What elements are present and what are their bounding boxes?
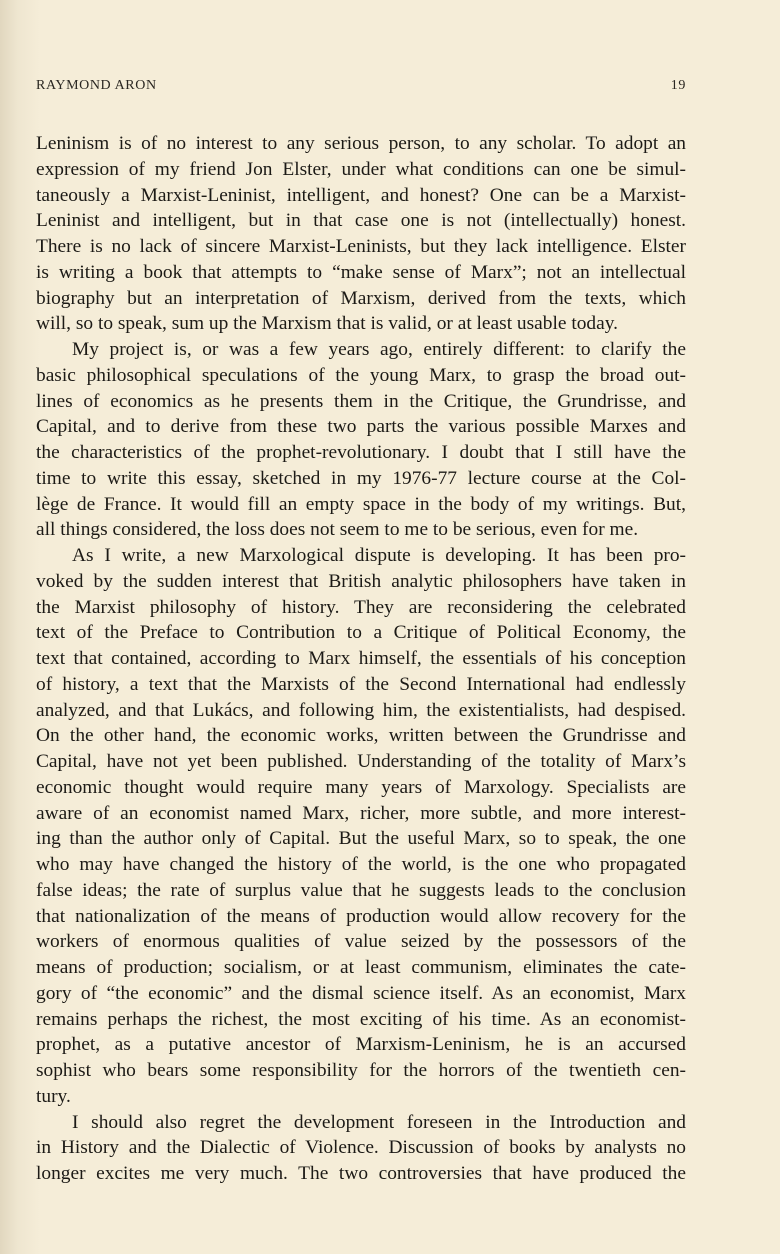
- text-line: text of the Preface to Contribution to a Critique of Political Economy, the: [36, 622, 686, 644]
- text-line: As I write, a new Marxological dispute is developing. It has been pro-: [72, 545, 686, 566]
- text-line: economic thought would require many years of Marxology. Specialists are: [36, 776, 686, 798]
- page-number: 19: [670, 78, 686, 93]
- running-head-author: RAYMOND ARON: [36, 78, 157, 93]
- text-line: Leninist and intelligent, but in that case one is not (intellectually) honest.: [36, 210, 686, 232]
- text-line: On the other hand, the economic works, written between the Grundrisse and: [36, 725, 686, 747]
- text-line: lège de France. It would fill an empty space in the body of my writings. But,: [36, 493, 686, 515]
- text-line: of history, a text that the Marxists of the Second International had endlessly: [36, 673, 686, 695]
- text-line: time to write this essay, sketched in my 1976-77 lecture course at the Col-: [36, 467, 686, 489]
- text-line: who may have changed the history of the world, is the one who propagated: [36, 854, 686, 875]
- text-line: false ideas; the rate of surplus value that he suggests leads to the conclusion: [36, 879, 686, 901]
- text-line: that nationalization of the means of production would allow recovery for the: [36, 905, 686, 927]
- running-head: [36, 78, 686, 98]
- text-line: prophet, as a putative ancestor of Marxism-Leninism, he is an accursed: [36, 1034, 686, 1056]
- text-line: tury.: [36, 1085, 71, 1107]
- text-line: is writing a book that attempts to “make sense of Marx”; not an intellectual: [36, 261, 686, 283]
- text-line: aware of an economist named Marx, richer, more subtle, and more interest-: [36, 802, 686, 824]
- text-line: There is no lack of sincere Marxist-Leninists, but they lack intelligence. Elster: [36, 236, 686, 257]
- text-line: Capital, and to derive from these two parts the various possible Marxes and: [36, 416, 686, 438]
- text-line: in History and the Dialectic of Violence. Discussion of books by analysts no: [36, 1137, 686, 1159]
- text-line: longer excites me very much. The two controversies that have produced the: [36, 1163, 686, 1184]
- text-line: ing than the author only of Capital. But the useful Marx, so to speak, the one: [36, 828, 686, 850]
- text-line: means of production; socialism, or at least communism, eliminates the cate-: [36, 957, 686, 978]
- text-line: biography but an interpretation of Marxism, derived from the texts, which: [36, 287, 686, 309]
- text-line: all things considered, the loss does not seem to me to be serious, even for me.: [36, 519, 639, 541]
- text-line: expression of my friend Jon Elster, under what conditions can one be simul-: [36, 158, 686, 180]
- text-line: voked by the sudden interest that British analytic philosophers have taken in: [36, 570, 686, 592]
- text-line: Leninism is of no interest to any serious person, to any scholar. To adopt an: [36, 133, 686, 154]
- text-line: remains perhaps the richest, the most exciting of his time. As an economist-: [36, 1008, 686, 1030]
- text-line: lines of economics as he presents them in the Critique, the Grundrisse, and: [36, 390, 686, 412]
- text-line: the Marxist philosophy of history. They are reconsidering the celebrated: [36, 596, 686, 618]
- text-line: workers of enormous qualities of value seized by the possessors of the: [36, 931, 686, 953]
- text-line: text that contained, according to Marx himself, the essentials of his conception: [36, 648, 686, 669]
- text-line: will, so to speak, sum up the Marxism that is valid, or at least usable today.: [36, 313, 618, 335]
- text-line: the characteristics of the prophet-revolutionary. I doubt that I still have the: [36, 442, 686, 463]
- text-line: basic philosophical speculations of the young Marx, to grasp the broad out-: [36, 364, 686, 386]
- text-line: I should also regret the development foreseen in the Introduction and: [72, 1111, 686, 1133]
- text-line: sophist who bears some responsibility for the horrors of the twentieth cen-: [36, 1060, 686, 1081]
- text-line: analyzed, and that Lukács, and following him, the existentialists, had despised.: [36, 699, 686, 721]
- text-line: Capital, have not yet been published. Understanding of the totality of Marx’s: [36, 751, 686, 772]
- text-line: taneously a Marxist-Leninist, intelligent, and honest? One can be a Marxist-: [36, 184, 686, 206]
- body-text: [36, 131, 686, 1187]
- text-line: My project is, or was a few years ago, entirely different: to clarify the: [72, 339, 686, 360]
- text-line: gory of “the economic” and the dismal science itself. As an economist, Marx: [36, 982, 686, 1004]
